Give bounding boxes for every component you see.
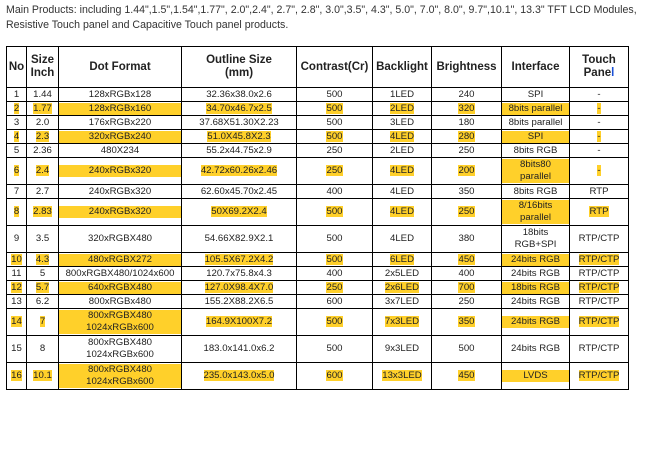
- table-row: [7, 144, 629, 158]
- cell-no: 15: [7, 336, 27, 363]
- cell-touch: -: [570, 102, 629, 116]
- cell-touch: -: [570, 158, 629, 185]
- cell-outline: 183.0x141.0x6.2: [182, 336, 297, 363]
- cell-backlight: 1LED: [373, 88, 432, 102]
- table-row: [7, 336, 629, 363]
- cell-no: 10: [7, 253, 27, 267]
- cell-brightness: 240: [432, 88, 502, 102]
- cell-size: 5.7: [27, 281, 59, 295]
- cell-brightness: 500: [432, 336, 502, 363]
- cell-outline: 127.0X98.4X7.0: [182, 281, 297, 295]
- cell-no: 12: [7, 281, 27, 295]
- cell-touch: RTP/CTP: [570, 281, 629, 295]
- cell-contrast: 500: [297, 336, 373, 363]
- table-row: [7, 199, 629, 226]
- cell-iface: 24bits RGB: [502, 295, 570, 309]
- cell-touch: -: [570, 130, 629, 144]
- cell-contrast: 250: [297, 281, 373, 295]
- cell-brightness: 350: [432, 185, 502, 199]
- table-row: [7, 281, 629, 295]
- table-row: [7, 102, 629, 116]
- header-dot-format: Dot Format: [59, 47, 182, 88]
- cell-dot: 320xRGBX480: [59, 226, 182, 253]
- cell-iface: LVDS: [502, 363, 570, 390]
- cell-dot: 800xRGBX480 1024xRGBx600: [59, 309, 182, 336]
- cell-no: 9: [7, 226, 27, 253]
- cell-touch: RTP/CTP: [570, 267, 629, 281]
- header-interface: Interface: [502, 47, 570, 88]
- cell-brightness: 400: [432, 267, 502, 281]
- cell-dot: 128xRGBx160: [59, 102, 182, 116]
- cell-contrast: 500: [297, 226, 373, 253]
- header-touch-panel: Touch Panel: [570, 47, 629, 88]
- cell-outline: 120.7x75.8x4.3: [182, 267, 297, 281]
- table-row: [7, 267, 629, 281]
- cell-backlight: 2LED: [373, 102, 432, 116]
- cell-touch: RTP: [570, 199, 629, 226]
- cell-dot: 240xRGBx320: [59, 199, 182, 226]
- cell-size: 2.4: [27, 158, 59, 185]
- cell-dot: 240xRGBx320: [59, 158, 182, 185]
- cell-size: 2.83: [27, 199, 59, 226]
- table-row: [7, 116, 629, 130]
- header-outline-size: Outline Size (mm): [182, 47, 297, 88]
- cell-brightness: 250: [432, 144, 502, 158]
- cell-brightness: 380: [432, 226, 502, 253]
- table-row: [7, 363, 629, 390]
- cell-backlight: 13x3LED: [373, 363, 432, 390]
- cell-brightness: 250: [432, 295, 502, 309]
- cell-outline: 32.36x38.0x2.6: [182, 88, 297, 102]
- cell-no: 3: [7, 116, 27, 130]
- cell-brightness: 350: [432, 309, 502, 336]
- cell-outline: 55.2x44.75x2.9: [182, 144, 297, 158]
- cell-dot: 240xRGBx320: [59, 185, 182, 199]
- cell-touch: RTP/CTP: [570, 363, 629, 390]
- cell-dot: 800xRGBX480 1024xRGBx600: [59, 336, 182, 363]
- cell-no: 2: [7, 102, 27, 116]
- cell-outline: 37.68X51.30X2.23: [182, 116, 297, 130]
- cell-touch: RTP/CTP: [570, 336, 629, 363]
- cell-contrast: 400: [297, 185, 373, 199]
- header-row: [7, 47, 629, 88]
- cell-contrast: 400: [297, 267, 373, 281]
- cell-contrast: 500: [297, 253, 373, 267]
- header-backlight: Backlight: [373, 47, 432, 88]
- cell-backlight: 4LED: [373, 226, 432, 253]
- cell-outline: 51.0X45.8X2.3: [182, 130, 297, 144]
- cell-contrast: 250: [297, 144, 373, 158]
- cell-no: 11: [7, 267, 27, 281]
- cell-iface: 24bits RGB: [502, 336, 570, 363]
- cell-size: 7: [27, 309, 59, 336]
- header-contrast: Contrast(Cr): [297, 47, 373, 88]
- table-row: [7, 88, 629, 102]
- cell-size: 4.3: [27, 253, 59, 267]
- cell-no: 5: [7, 144, 27, 158]
- cell-iface: SPI: [502, 130, 570, 144]
- cell-touch: RTP: [570, 185, 629, 199]
- cell-iface: SPI: [502, 88, 570, 102]
- cell-outline: 34.70x46.7x2.5: [182, 102, 297, 116]
- cell-brightness: 280: [432, 130, 502, 144]
- cell-contrast: 600: [297, 363, 373, 390]
- cell-brightness: 700: [432, 281, 502, 295]
- cell-dot: 800xRGBX480/1024x600: [59, 267, 182, 281]
- cell-size: 1.77: [27, 102, 59, 116]
- cell-no: 1: [7, 88, 27, 102]
- cell-iface: 8bits parallel: [502, 102, 570, 116]
- cell-outline: 62.60x45.70x2.45: [182, 185, 297, 199]
- cell-contrast: 600: [297, 295, 373, 309]
- cell-outline: 50X69.2X2.4: [182, 199, 297, 226]
- cell-backlight: 4LED: [373, 158, 432, 185]
- cell-touch: -: [570, 88, 629, 102]
- cell-outline: 105.5X67.2X4.2: [182, 253, 297, 267]
- cell-backlight: 2LED: [373, 144, 432, 158]
- cell-size: 2.0: [27, 116, 59, 130]
- cell-brightness: 320: [432, 102, 502, 116]
- cell-backlight: 6LED: [373, 253, 432, 267]
- cell-dot: 320xRGBx240: [59, 130, 182, 144]
- cell-dot: 480X234: [59, 144, 182, 158]
- cell-backlight: 4LED: [373, 130, 432, 144]
- header-size: Size Inch: [27, 47, 59, 88]
- cell-outline: 164.9X100X7.2: [182, 309, 297, 336]
- cell-outline: 235.0x143.0x5.0: [182, 363, 297, 390]
- cell-iface: 24bits RGB: [502, 267, 570, 281]
- cell-touch: -: [570, 116, 629, 130]
- cell-iface: 24bits RGB: [502, 253, 570, 267]
- cell-dot: 480xRGBX272: [59, 253, 182, 267]
- cell-no: 7: [7, 185, 27, 199]
- cell-no: 4: [7, 130, 27, 144]
- cell-backlight: 3LED: [373, 116, 432, 130]
- cell-no: 14: [7, 309, 27, 336]
- cell-iface: 24bits RGB: [502, 309, 570, 336]
- cell-iface: 18bits RGB: [502, 281, 570, 295]
- cell-no: 13: [7, 295, 27, 309]
- cell-touch: RTP/CTP: [570, 253, 629, 267]
- intro-text: Main Products: including 1.44",1.5",1.54",1.77", 2.0",2.4", 2.7", 2.8", 3.0",3.5", 4.3", 5.0", 7.0", 8.0", 9.7",10.1", 13.3" TFT LCD Modules, Resistive Touch panel and Capacitive Touch panel products.: [6, 4, 637, 31]
- cell-brightness: 250: [432, 199, 502, 226]
- cell-size: 3.5: [27, 226, 59, 253]
- cell-contrast: 500: [297, 102, 373, 116]
- cell-brightness: 450: [432, 253, 502, 267]
- cell-iface: 8bits RGB: [502, 185, 570, 199]
- cell-touch: -: [570, 144, 629, 158]
- cell-contrast: 500: [297, 88, 373, 102]
- cell-iface: 8bits RGB: [502, 144, 570, 158]
- cell-size: 2.3: [27, 130, 59, 144]
- table-row: [7, 185, 629, 199]
- cell-dot: 128xRGBx128: [59, 88, 182, 102]
- cell-outline: 155.2X88.2X6.5: [182, 295, 297, 309]
- table-row: [7, 226, 629, 253]
- cell-backlight: 3x7LED: [373, 295, 432, 309]
- cell-backlight: 4LED: [373, 185, 432, 199]
- cell-backlight: 9x3LED: [373, 336, 432, 363]
- cell-touch: RTP/CTP: [570, 226, 629, 253]
- header-no: No: [7, 47, 27, 88]
- header-brightness: Brightness: [432, 47, 502, 88]
- cell-no: 16: [7, 363, 27, 390]
- table-row: [7, 253, 629, 267]
- cell-touch: RTP/CTP: [570, 309, 629, 336]
- table-row: [7, 158, 629, 185]
- cell-dot: 800xRGBx480: [59, 295, 182, 309]
- cell-backlight: 4LED: [373, 199, 432, 226]
- cell-iface: 8bits80 parallel: [502, 158, 570, 185]
- cell-size: 2.7: [27, 185, 59, 199]
- cell-size: 6.2: [27, 295, 59, 309]
- cell-contrast: 500: [297, 116, 373, 130]
- cell-touch: RTP/CTP: [570, 295, 629, 309]
- table-row: [7, 309, 629, 336]
- cell-size: 8: [27, 336, 59, 363]
- cell-outline: 42.72x60.26x2.46: [182, 158, 297, 185]
- cell-outline: 54.66X82.9X2.1: [182, 226, 297, 253]
- cell-contrast: 500: [297, 199, 373, 226]
- cell-iface: 8bits parallel: [502, 116, 570, 130]
- cell-size: 5: [27, 267, 59, 281]
- cell-backlight: 2x5LED: [373, 267, 432, 281]
- cell-iface: 18bits RGB+SPI: [502, 226, 570, 253]
- cell-contrast: 500: [297, 309, 373, 336]
- cell-iface: 8/16bits parallel: [502, 199, 570, 226]
- cell-brightness: 450: [432, 363, 502, 390]
- cell-dot: 640xRGBX480: [59, 281, 182, 295]
- cell-size: 2.36: [27, 144, 59, 158]
- cell-size: 10.1: [27, 363, 59, 390]
- cell-dot: 176xRGBx220: [59, 116, 182, 130]
- cell-dot: 800xRGBX480 1024xRGBx600: [59, 363, 182, 390]
- cell-backlight: 7x3LED: [373, 309, 432, 336]
- cell-no: 8: [7, 199, 27, 226]
- cell-backlight: 2x6LED: [373, 281, 432, 295]
- product-spec-table: [6, 46, 629, 390]
- cell-brightness: 180: [432, 116, 502, 130]
- table-row: [7, 295, 629, 309]
- cell-size: 1.44: [27, 88, 59, 102]
- cell-no: 6: [7, 158, 27, 185]
- cell-contrast: 250: [297, 158, 373, 185]
- cell-contrast: 500: [297, 130, 373, 144]
- table-row: [7, 130, 629, 144]
- cell-brightness: 200: [432, 158, 502, 185]
